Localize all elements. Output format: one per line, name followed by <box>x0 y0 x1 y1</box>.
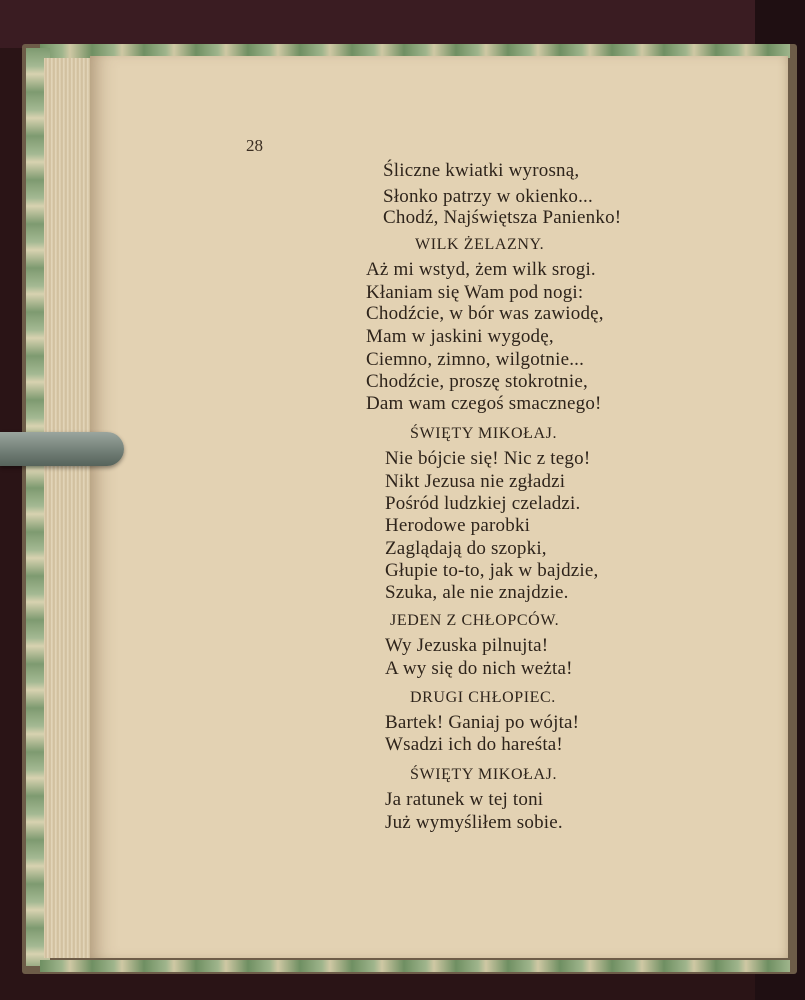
verse-line: Dam wam czegoś smacznego! <box>366 393 602 414</box>
verse-line: Herodowe parobki <box>385 515 531 536</box>
speaker-name: DRUGI CHŁOPIEC. <box>410 689 556 706</box>
verse-line: Śliczne kwiatki wyrosną, <box>383 160 580 181</box>
verse-line: Ja ratunek w tej toni <box>385 789 544 810</box>
verse-line: A wy się do nich weżta! <box>385 658 573 679</box>
verse-line: Nie bójcie się! Nic z tego! <box>385 448 591 469</box>
verse-line: Nikt Jezusa nie zgładzi <box>385 471 566 492</box>
backdrop <box>0 0 805 48</box>
speaker-name: ŚWIĘTY MIKOŁAJ. <box>410 425 558 442</box>
verse-line: Wy Jezuska pilnujta! <box>385 635 549 656</box>
speaker-name: JEDEN Z CHŁOPCÓW. <box>390 612 560 629</box>
ribbon-bookmark <box>0 432 124 466</box>
verse-line: Chodźcie, w bór was zawiodę, <box>366 303 604 324</box>
verse-line: Mam w jaskini wygodę, <box>366 326 554 347</box>
verse-line: Słonko patrzy w okienko... <box>383 186 593 207</box>
verse-line: Ciemno, zimno, wilgotnie... <box>366 349 585 370</box>
endpaper-bottom <box>40 960 790 972</box>
verse-line: Chodźcie, proszę stokrotnie, <box>366 371 588 392</box>
verse-line: Aż mi wstyd, żem wilk srogi. <box>366 259 596 280</box>
verse-line: Szuka, ale nie znajdzie. <box>385 582 569 603</box>
speaker-name: WILK ŻELAZNY. <box>415 236 545 253</box>
verse-line: Już wymyśliłem sobie. <box>385 812 563 833</box>
verse-line: Wsadzi ich do hareśta! <box>385 734 563 755</box>
page-number: 28 <box>246 136 263 155</box>
verse-line: Bartek! Ganiaj po wójta! <box>385 712 580 733</box>
verse-line: Chodź, Najświętsza Panienko! <box>383 207 622 228</box>
verse-line: Zaglądają do szopki, <box>385 538 547 559</box>
verse-line: Głupie to-to, jak w bajdzie, <box>385 560 599 581</box>
verse-line: Kłaniam się Wam pod nogi: <box>366 282 584 303</box>
speaker-name: ŚWIĘTY MIKOŁAJ. <box>410 766 558 783</box>
verse-line: Pośród ludzkiej czeladzi. <box>385 493 581 514</box>
